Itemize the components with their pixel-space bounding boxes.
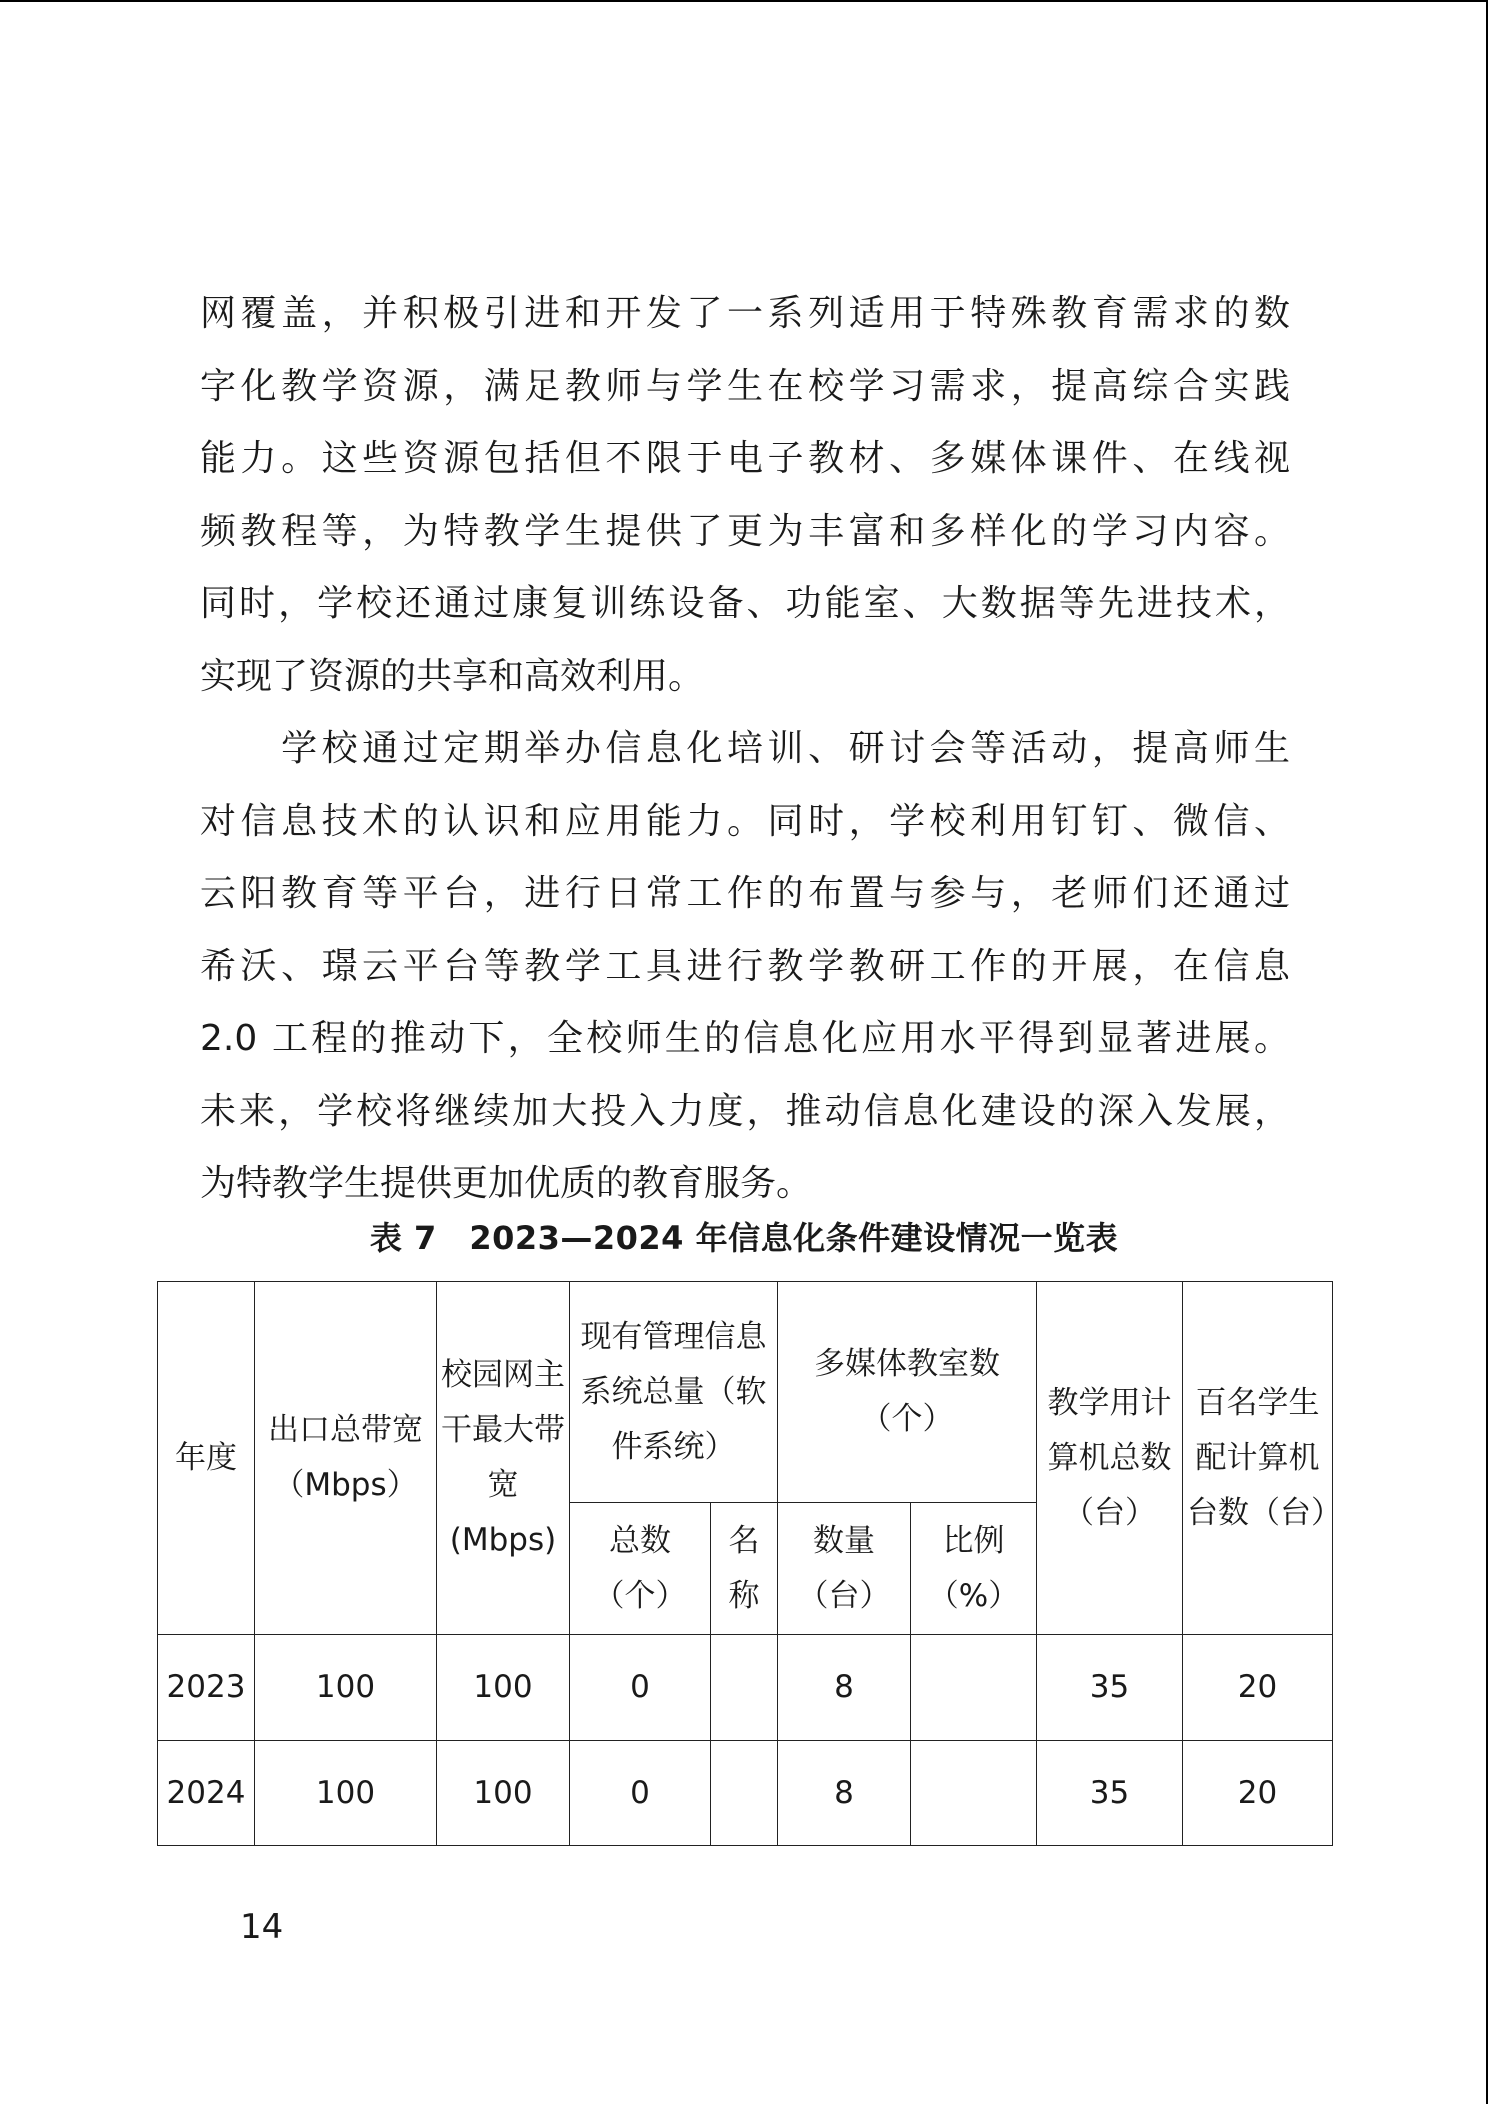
header-mis-total: 总数（个） (570, 1503, 711, 1635)
cell-computers: 35 (1037, 1741, 1183, 1846)
body-line: 字化教学资源，满足教师与学生在校学习需求，提高综合实践 (200, 365, 1290, 407)
header-year: 年度 (158, 1282, 255, 1635)
cell-mis-total: 0 (570, 1635, 711, 1741)
cell-bandwidth: 100 (255, 1635, 437, 1741)
body-line: 云阳教育等平台，进行日常工作的布置与参与，老师们还通过 (200, 873, 1290, 914)
header-backbone: 校园网主干最大带宽(Mbps) (437, 1282, 570, 1635)
header-mm-count: 数量（台） (778, 1503, 911, 1635)
cell-year: 2024 (158, 1741, 255, 1846)
body-line: 2.0 工程的推动下，全校师生的信息化应用水平得到显著进展。 (200, 1018, 1290, 1059)
info-condition-table (157, 1281, 1342, 1846)
cell-backbone: 100 (437, 1635, 570, 1741)
header-bandwidth: 出口总带宽（Mbps） (255, 1282, 437, 1635)
header-mis: 现有管理信息系统总量（软件系统） (570, 1282, 778, 1503)
cell-per-hundred: 20 (1183, 1635, 1333, 1741)
cell-mm-count: 8 (778, 1741, 911, 1846)
page-top-border (0, 0, 1488, 2)
cell-mm-ratio (911, 1635, 1037, 1741)
body-line: 能力。这些资源包括但不限于电子教材、多媒体课件、在线视 (200, 438, 1290, 479)
table-row (158, 1741, 1333, 1846)
cell-backbone: 100 (437, 1741, 570, 1846)
cell-computers: 35 (1037, 1635, 1183, 1741)
page-number: 14 (240, 1907, 284, 1947)
body-line: 对信息技术的认识和应用能力。同时，学校利用钉钉、微信、 (200, 800, 1290, 842)
body-line: 实现了资源的共享和高效利用。 (200, 655, 705, 697)
header-computers: 教学用计算机总数（台） (1037, 1282, 1183, 1635)
body-line: 同时，学校还通过康复训练设备、功能室、大数据等先进技术， (200, 583, 1290, 624)
header-mis-name: 名称 (711, 1503, 778, 1635)
body-line: 希沃、璟云平台等教学工具进行教学教研工作的开展，在信息 (200, 945, 1290, 987)
body-line: 为特教学生提供更加优质的教育服务。 (200, 1163, 813, 1204)
cell-mis-name (711, 1741, 778, 1846)
cell-mm-count: 8 (778, 1635, 911, 1741)
cell-mis-name (711, 1635, 778, 1741)
table-row (158, 1635, 1333, 1741)
header-per-hundred: 百名学生配计算机台数（台） (1183, 1282, 1333, 1635)
cell-per-hundred: 20 (1183, 1741, 1333, 1846)
cell-bandwidth: 100 (255, 1741, 437, 1846)
cell-mis-total: 0 (570, 1741, 711, 1846)
body-line: 未来，学校将继续加大投入力度，推动信息化建设的深入发展， (200, 1090, 1290, 1132)
body-line: 频教程等，为特教学生提供了更为丰富和多样化的学习内容。 (200, 510, 1290, 552)
table-caption: 表 7 2023—2024 年信息化条件建设情况一览表 (369, 1219, 1119, 1257)
body-paragraphs (200, 278, 1290, 1221)
header-mm-ratio: 比例（%） (911, 1503, 1037, 1635)
body-line: 学校通过定期举办信息化培训、研讨会等活动，提高师生 (200, 728, 1290, 769)
body-line: 网覆盖，并积极引进和开发了一系列适用于特殊教育需求的数 (200, 293, 1290, 334)
cell-year: 2023 (158, 1635, 255, 1741)
header-multimedia: 多媒体教室数（个） (778, 1282, 1037, 1503)
cell-mm-ratio (911, 1741, 1037, 1846)
